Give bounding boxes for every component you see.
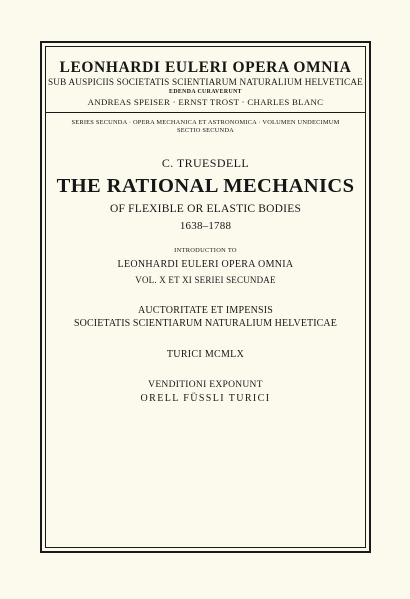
place-year: TURICI MCMLX (166, 349, 245, 360)
cover-content (43, 41, 368, 404)
distributor-line-2: ORELL FÜSSLI TURICI (140, 393, 271, 404)
intro-series-name: LEONHARDI EULERI OPERA OMNIA (117, 259, 294, 270)
distributor-line-1: VENDITIONI EXPONUNT (148, 380, 263, 390)
book-title: THE RATIONAL MECHANICS (56, 175, 355, 197)
divider-rule (46, 112, 365, 113)
introduction-to: INTRODUCTION TO (174, 247, 237, 254)
sponsor-line-2: SOCIETATIS SCIENTIARUM NATURALIUM HELVETICAE (74, 318, 337, 329)
year-range: 1638–1788 (179, 220, 232, 232)
book-subtitle: OF FLEXIBLE OR ELASTIC BODIES (109, 203, 302, 215)
author-name: C. TRUESDELL (161, 156, 250, 170)
series-info-line: SERIES SECUNDA · OPERA MECHANICA ET ASTRONOMICA · VOLUMEN UNDECIMUM (71, 119, 340, 126)
sponsor-line-1: AUCTORITATE ET IMPENSIS (137, 305, 274, 316)
sectio-line: SECTIO SECUNDA (177, 127, 234, 134)
volumes-line: VOL. X ET XI SERIEI SECUNDAE (135, 275, 276, 285)
auspices-line: SUB AUSPICIIS SOCIETATIS SCIENTIARUM NATURALIUM HELVETICAE (48, 77, 363, 87)
series-name: LEONHARDI EULERI OPERA OMNIA (59, 59, 352, 76)
editors-line: ANDREAS SPEISER · ERNST TROST · CHARLES BLANC (87, 97, 324, 107)
edenda-curaverunt: EDENDA CURAVERUNT (169, 89, 242, 95)
